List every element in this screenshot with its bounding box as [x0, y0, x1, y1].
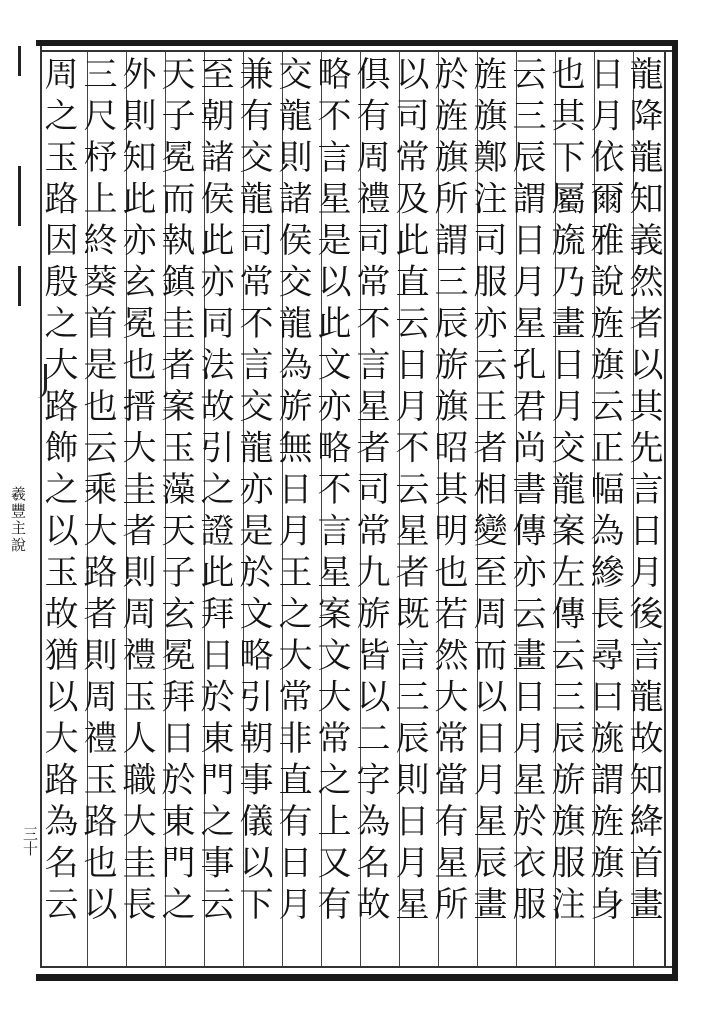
- margin-rule-mark: [18, 266, 21, 306]
- text-column-5: 旌旗鄭注司服亦云王者相變至周而以日月星辰畫: [467, 56, 507, 928]
- top-border-thin: [40, 50, 676, 52]
- text-column-14: 外則知此亦玄冕也搢大圭者則周禮玉人職大圭長: [116, 56, 156, 928]
- text-column-8: 俱有周禮司常不言星者司常九旂皆以二字為名故: [350, 56, 390, 928]
- text-column-7: 以司常及此直云日月不云星者既言三辰則日月星: [389, 56, 429, 928]
- margin-rule-mark: [18, 46, 21, 76]
- text-column-2: 日月依爾雅說旌旗云正幅為縿長尋曰旐謂旌旗身: [584, 56, 624, 928]
- text-column-10: 交龍則諸侯交龍為旂無日月王之大常非直有日月: [272, 56, 312, 928]
- text-column-15: 三尺杼上終葵首是也云乘大路者則周禮玉路也以: [77, 56, 117, 928]
- text-column-11: 兼有交龍司常不言交龍亦是於文略引朝事儀以下: [233, 56, 273, 928]
- text-column-16: 周之玉路因殷之大路飾之以玉故猶以大路為名云: [38, 56, 78, 928]
- page-number: 三十: [21, 826, 39, 856]
- text-column-4: 云三辰謂日月星孔君尚書傳亦云畫日月星於衣服: [506, 56, 546, 928]
- right-border-thick: [672, 40, 678, 981]
- top-border-thick: [36, 40, 678, 46]
- book-title: 羲豐主說: [9, 486, 27, 554]
- margin-rule-mark: [18, 166, 21, 226]
- text-column-3: 也其下屬旒乃畫日月交龍案左傳云三辰旂旗服注: [545, 56, 585, 928]
- text-column-12: 至朝諸侯此亦同法故引之證此拜日於東門之事云: [194, 56, 234, 928]
- text-column-13: 天子冕而執鎮圭者案玉藻天子玄冕拜日於東門之: [155, 56, 195, 928]
- text-column-9: 略不言星是以此文亦略不言星案文大常之上又有: [311, 56, 351, 928]
- bottom-border-thick: [36, 974, 678, 981]
- text-column-1: 龍降龍知義然者以其先言日月後言龍故知絳首畫: [623, 56, 663, 928]
- text-column-6: 於旌旗所謂三辰旂旗昭其明也若然大常當有星所: [428, 56, 468, 928]
- bottom-border-thin: [40, 966, 676, 968]
